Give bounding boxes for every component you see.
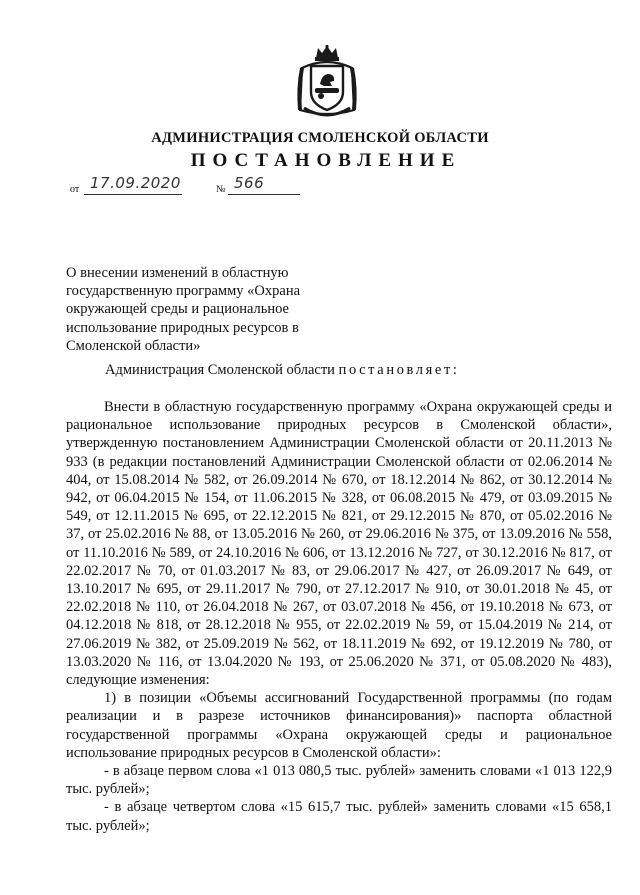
- date-value: 17.09.2020: [90, 174, 181, 192]
- number-label: №: [216, 184, 226, 195]
- decree-lead: Администрация Смоленской области: [105, 362, 335, 378]
- document-subject: О внесении изменений в областную государственную программу «Охрана окружающей среды и рациональное использование природных ресурсов в Смоленской области»: [66, 265, 301, 354]
- number-underline: [228, 194, 300, 195]
- paragraph-main: Внести в областную государственную программу «Охрана окружающей среды и рациональное использование природных ресурсов в Смоленской области», утвержденную постановлением Администрации Смоленской области от 20.11.2013 № 933 (в редакции постановлений Администрации Смоленской области от 02.06.2014 № 404, от 15.08.2014 № 582, от 26.09.2014 № 670, от 18.12.2014 № 862, от 30.12.2014 № 942, от 06.04.2015 № 154, от 11.06.2015 № 328, от 06.08.2015 № 479, от 03.09.2015 № 549, от 12.11.2015 № 695, от 22.12.2015 № 821, от 29.12.2015 № 870, от 05.02.2016 № 37, от 25.02.2016 № 88, от 13.05.2016 № 260, от 29.06.2016 № 375, от 13.09.2016 № 558, от 11.10.2016 № 589, от 24.10.2016 № 606, от 13.12.2016 № 727, от 30.12.2016 № 817, от 22.02.2017 № 70, от 01.03.2017 № 83, от 29.06.2017 № 427, от 26.09.2017 № 649, от 13.10.2017 № 695, от 29.11.2017 № 790, от 27.12.2017 № 910, от 30.01.2018 № 45, от 22.02.2018 № 110, от 26.04.2018 № 267, от 03.07.2018 № 456, от 19.10.2018 № 673, от 04.12.2018 № 818, от 28.12.2018 № 955, от 22.02.2019 № 59, от 15.04.2019 № 214, от 27.06.2019 № 382, от 25.09.2019 № 562, от 18.11.2019 № 692, от 19.12.2019 № 780, от 13.03.2020 № 116, от 13.04.2020 № 193, от 25.06.2020 № 371, от 05.08.2020 № 483), следующие изменения:: [66, 399, 612, 689]
- number-value: 566: [234, 174, 265, 192]
- document-body: [66, 398, 612, 835]
- date-label: от: [70, 184, 80, 195]
- date-underline: [84, 194, 182, 195]
- decree-verb: постановляет:: [338, 362, 460, 378]
- paragraph-subitem-1: - в абзаце первом слова «1 013 080,5 тыс. рублей» заменить словами «1 013 122,9 тыс. рублей»;: [66, 763, 612, 798]
- document-type-title: ПОСТАНОВЛЕНИЕ: [190, 150, 462, 171]
- paragraph-subitem-2: - в абзаце четвертом слова «15 615,7 тыс. рублей» заменить словами «15 658,1 тыс. рублей»;: [66, 799, 612, 834]
- paragraph-item-1: 1) в позиции «Объемы ассигнований Государственной программы (по годам реализации и в разрезе источников финансирования)» паспорта областной государственной программы «Охрана окружающей среды и рациональное использование природных ресурсов в Смоленской области»:: [66, 690, 612, 761]
- organization-title: АДМИНИСТРАЦИЯ СМОЛЕНСКОЙ ОБЛАСТИ: [151, 130, 489, 146]
- coat-of-arms-icon: [294, 44, 360, 120]
- decree-line: [105, 362, 460, 379]
